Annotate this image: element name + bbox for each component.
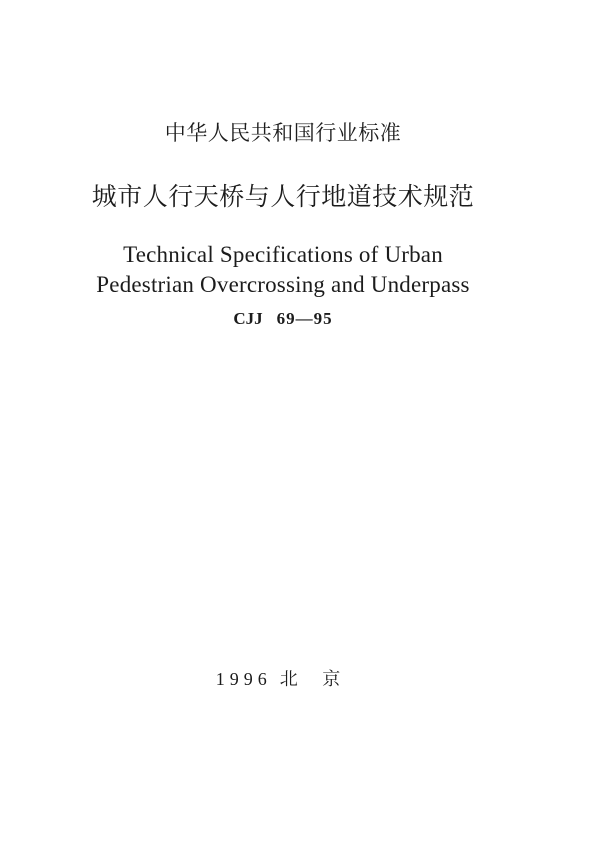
document-title-english-line2: Pedestrian Overcrossing and Underpass — [96, 272, 470, 297]
publication-line — [0, 670, 583, 688]
publication-city: 北 京 — [279, 669, 351, 689]
document-title-chinese: 城市人行天桥与人行地道技术规范 — [91, 184, 475, 211]
standard-code-number: 69—95 — [276, 309, 333, 328]
title-block — [0, 0, 583, 327]
standard-code — [0, 310, 583, 327]
document-title-english-line1: Technical Specifications of Urban — [123, 242, 443, 267]
publication-year: 1996 — [215, 669, 272, 689]
standard-code-prefix: CJJ — [233, 309, 263, 328]
standard-category-label: 中华人民共和国行业标准 — [164, 121, 402, 145]
document-title-english — [0, 240, 583, 300]
